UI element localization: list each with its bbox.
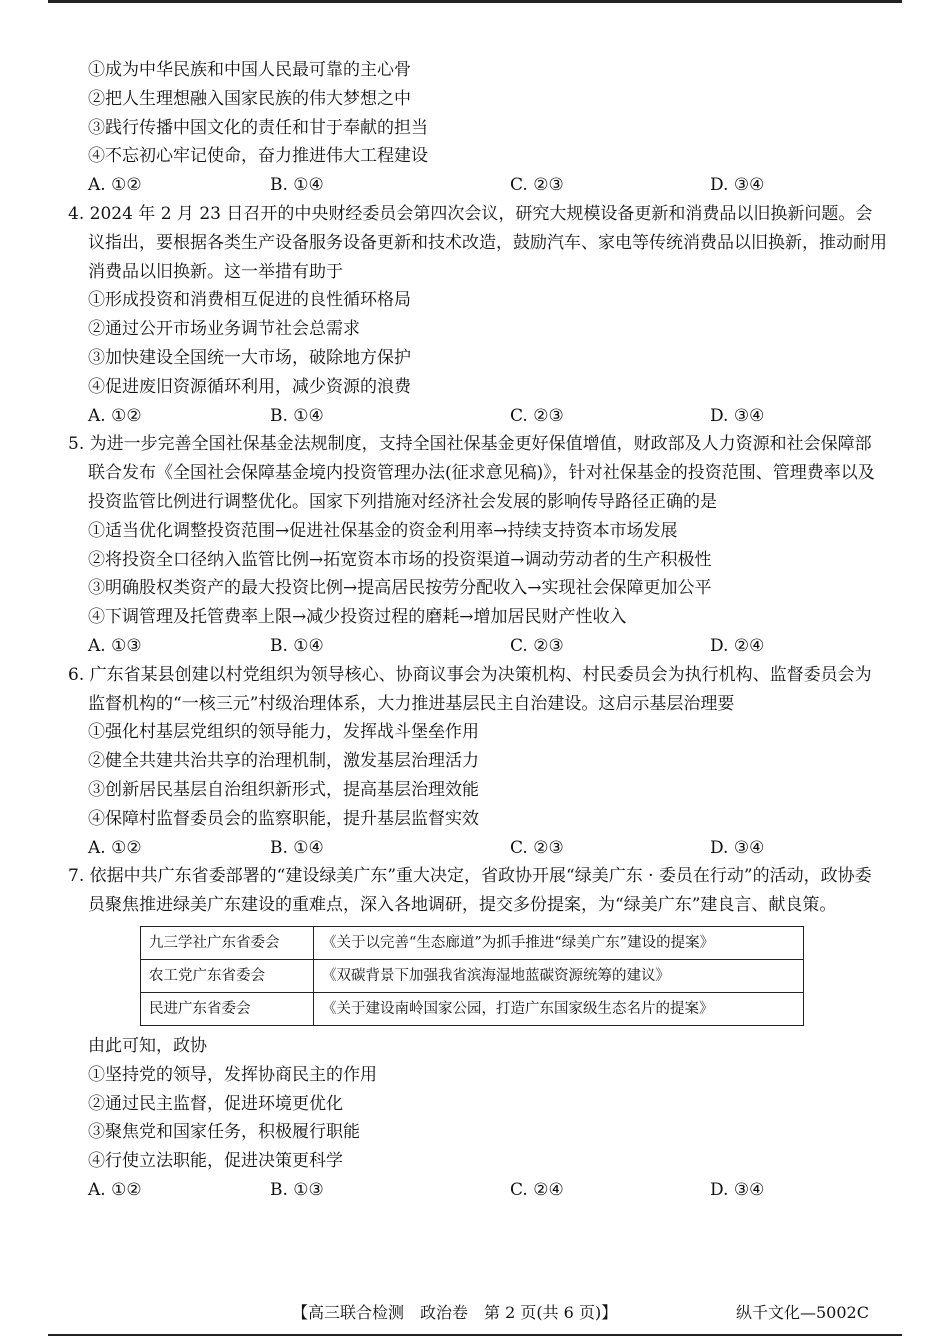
option: ②将投资全口径纳入监管比例→拓宽资本市场的投资渠道→调动劳动者的生产积极性: [88, 549, 712, 570]
option: ③明确股权类资产的最大投资比例→提高居民按劳分配收入→实现社会保障更加公平: [88, 578, 712, 599]
choice-c: C. ②③: [510, 635, 564, 656]
table-cell-proposal: 《双碳背景下加强我省滨海湿地蓝碳资源统筹的建议》: [314, 959, 804, 992]
choice-b: B. ①④: [270, 405, 324, 426]
table-row: [141, 926, 804, 959]
answer-choices: [68, 171, 888, 200]
option: ③践行传播中国文化的责任和甘于奉献的担当: [88, 117, 428, 138]
question-stem: 5. 为进一步完善全国社保基金法规制度，支持全国社保基金更好保值增值，财政部及人力资源和社会保障部联合发布《全国社会保障基金境内投资管理办法(征求意见稿)》，针对社保基金的投资范围、管理费率以及投资监管比例进行调整优化。国家下列措施对经济社会发展的影响传导路径正确的是: [68, 434, 875, 512]
option: ①适当优化调整投资范围→促进社保基金的资金利用率→持续支持资本市场发展: [88, 520, 678, 541]
table-cell-proposal: 《关于建设南岭国家公园，打造广东国家级生态名片的提案》: [314, 992, 804, 1025]
question-stem: 6. 广东省某县创建以村党组织为领导核心、协商议事会为决策机构、村民委员会为执行机构、监督委员会为监督机构的“一核三元”村级治理体系，大力推进基层民主自治建设。这启示基层治理要: [68, 664, 872, 714]
choice-c: C. ②③: [510, 175, 564, 196]
option: ①坚持党的领导，发挥协商民主的作用: [88, 1064, 377, 1085]
option: ④促进废旧资源循环利用，减少资源的浪费: [88, 376, 411, 397]
option: ①形成投资和消费相互促进的良性循环格局: [88, 290, 411, 311]
answer-choices: [68, 632, 888, 661]
choice-d: D. ③④: [710, 175, 765, 196]
question-stem: 4. 2024 年 2 月 23 日召开的中央财经委员会第四次会议，研究大规模设备更新和消费品以旧换新问题。会议指出，要根据各类生产设备服务设备更新和技术改造，鼓励汽车、家电等传统消费品以旧换新，推动耐用消费品以旧换新。这一举措有助于: [68, 203, 887, 282]
question-6: [68, 661, 888, 863]
choice-a: A. ①②: [88, 175, 142, 196]
choice-c: C. ②④: [510, 1179, 564, 1200]
choice-a: A. ①②: [88, 1179, 142, 1200]
choice-b: B. ①④: [270, 837, 324, 858]
option: ③聚焦党和国家任务，积极履行职能: [88, 1122, 360, 1143]
bottom-border-line: [48, 1334, 902, 1336]
question-stem: 7. 依据中共广东省委部署的“建设绿美广东”重大决定，省政协开展“绿美广东 · 委员在行动”的活动，政协委员聚焦推进绿美广东建设的重难点，深入各地调研，提交多份提案，为“绿美广东”建良言、献良策。: [68, 866, 872, 916]
option: ④下调管理及托管费率上限→减少投资过程的磨耗→增加居民财产性收入: [88, 607, 627, 628]
choice-d: D. ③④: [710, 837, 765, 858]
option: ④行使立法职能，促进决策更科学: [88, 1151, 343, 1172]
option: ④保障村监督委员会的监察职能，提升基层监督实效: [88, 808, 479, 829]
option: ①成为中华民族和中国人民最可靠的主心骨: [88, 60, 411, 80]
top-border-line: [48, 0, 902, 3]
choice-b: B. ①④: [270, 635, 324, 656]
choice-c: C. ②③: [510, 405, 564, 426]
option: ③创新居民基层自治组织新形式，提高基层治理效能: [88, 779, 479, 800]
choice-a: A. ①②: [88, 405, 142, 426]
choice-a: A. ①③: [88, 635, 142, 656]
answer-choices: [68, 402, 888, 431]
choice-b: B. ①③: [270, 1179, 324, 1200]
option: ②健全共建共治共享的治理机制，激发基层治理活力: [88, 751, 479, 772]
option: ②通过民主监督，促进环境更优化: [88, 1093, 343, 1114]
table-cell-org: 民进广东省委会: [141, 992, 314, 1025]
answer-choices: [68, 834, 888, 863]
option: ②把人生理想融入国家民族的伟大梦想之中: [88, 88, 411, 109]
question-lead: 由此可知，政协: [88, 1035, 207, 1056]
question-content: [68, 56, 888, 1205]
question-7: [68, 862, 888, 1204]
answer-choices: [68, 1176, 888, 1205]
question-4: [68, 200, 888, 430]
table-cell-proposal: 《关于以完善“生态廊道”为抓手推进“绿美广东”建设的提案》: [314, 926, 804, 959]
choice-d: D. ③④: [710, 405, 765, 426]
question-5: [68, 430, 888, 660]
choice-a: A. ①②: [88, 837, 142, 858]
table-row: [141, 992, 804, 1025]
choice-d: D. ③④: [710, 1179, 765, 1200]
choice-c: C. ②③: [510, 837, 564, 858]
option: ③加快建设全国统一大市场，破除地方保护: [88, 347, 411, 368]
footer-exam-info: 【高三联合检测 政治卷 第 2 页(共 6 页)】: [292, 1303, 618, 1322]
table-cell-org: 农工党广东省委会: [141, 959, 314, 992]
choice-b: B. ①④: [270, 175, 324, 196]
table-cell-org: 九三学社广东省委会: [141, 926, 314, 959]
page-footer: [0, 1300, 950, 1328]
question-3-options: [68, 56, 888, 200]
footer-code: 纵千文化—5002C: [736, 1303, 869, 1322]
option: ①强化村基层党组织的领导能力，发挥战斗堡垒作用: [88, 722, 479, 743]
table-row: [141, 959, 804, 992]
choice-d: D. ②④: [710, 635, 765, 656]
proposal-table: [140, 926, 804, 1026]
option: ④不忘初心牢记使命，奋力推进伟大工程建设: [88, 146, 428, 167]
option: ②通过公开市场业务调节社会总需求: [88, 319, 360, 340]
